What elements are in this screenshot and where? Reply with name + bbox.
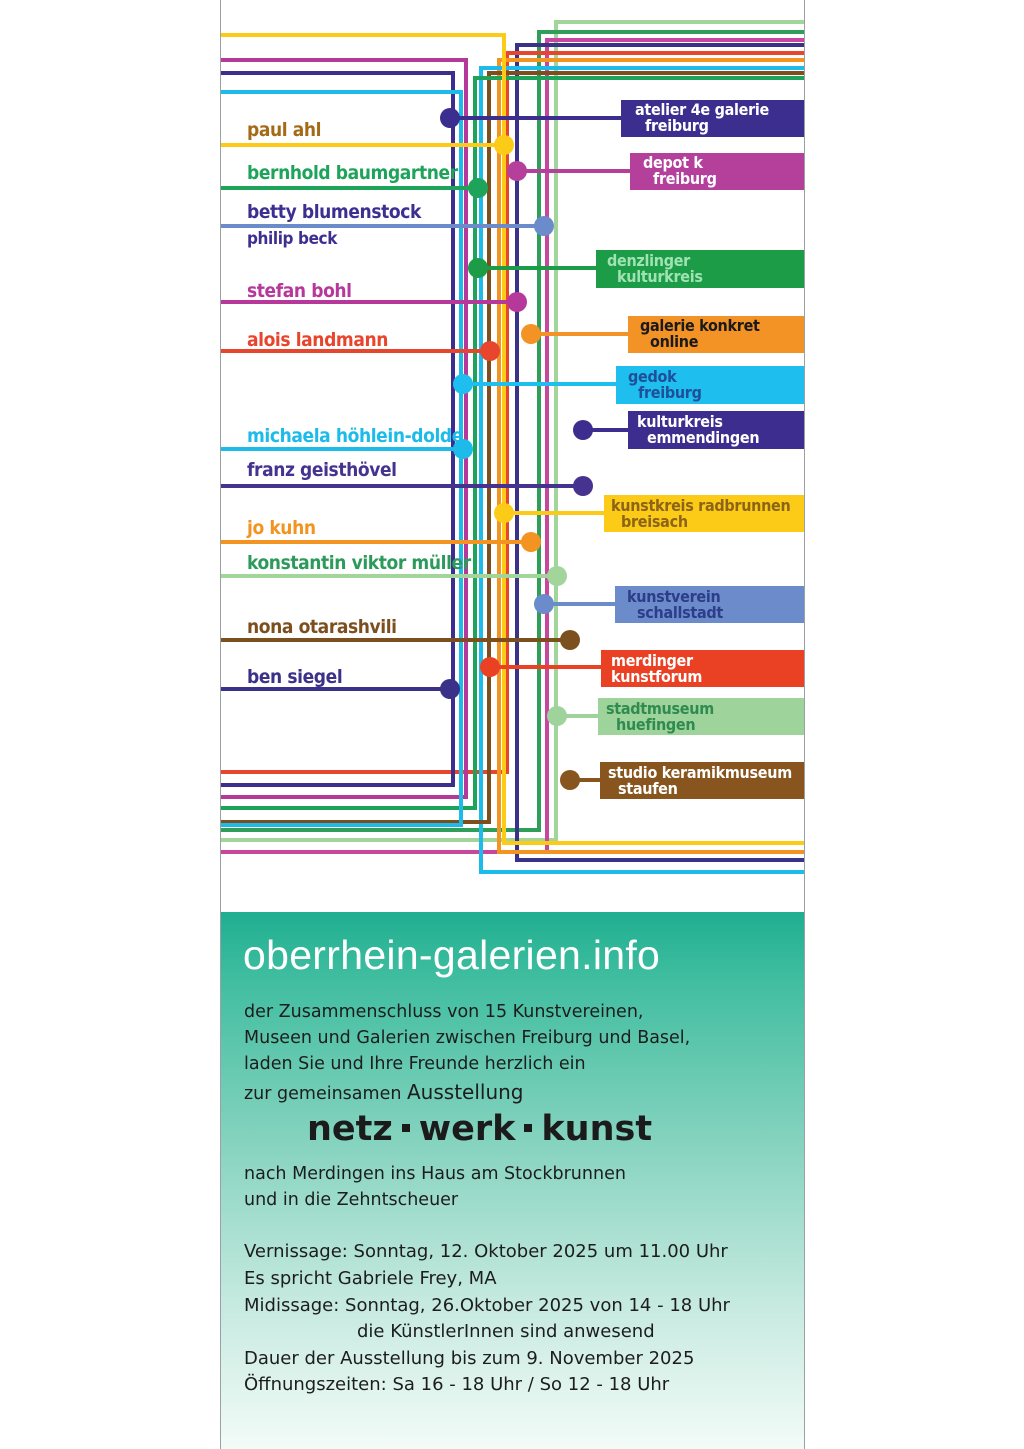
square-dot-icon [402, 1124, 410, 1132]
station-dot [507, 161, 527, 181]
venue-line: und in die Zehntscheuer [244, 1190, 459, 1210]
station-dot [468, 178, 488, 198]
event-line: Öffnungszeiten: Sa 16 - 18 Uhr / So 12 - 18 Uhr [244, 1374, 670, 1395]
event-line: Vernissage: Sonntag, 12. Oktober 2025 um 11.00 Uhr [244, 1241, 728, 1262]
gallery-name-line: freiburg [645, 116, 709, 135]
gallery-name-line: stadtmuseum [606, 699, 714, 718]
station-dot [573, 420, 593, 440]
artist-label: ben siegel [247, 666, 343, 688]
station-dot [560, 770, 580, 790]
artist-label: bernhold baumgartner [247, 162, 458, 184]
gallery-name-line: galerie konkret [640, 316, 760, 335]
event-line: die KünstlerInnen sind anwesend [357, 1321, 655, 1342]
gallery-name-line: studio keramikmuseum [608, 763, 792, 782]
artist-label: michaela höhlein-dolde [247, 425, 463, 447]
event-line: Es spricht Gabriele Frey, MA [244, 1268, 497, 1289]
gallery-name-line: kunstverein [627, 587, 721, 606]
station-dot [560, 630, 580, 650]
artist-label: stefan bohl [247, 280, 352, 302]
station-dot [440, 679, 460, 699]
gallery-name-line: gedok [628, 367, 677, 386]
gallery-name-line: staufen [618, 779, 678, 798]
gallery-name-line: freiburg [653, 169, 717, 188]
gallery-name-line: emmendingen [647, 428, 760, 447]
gallery-name-line: kulturkreis [637, 412, 723, 431]
artist-label: paul ahl [247, 119, 322, 141]
exhibition-title-part: werk [418, 1109, 516, 1149]
gallery-name-line: atelier 4e galerie [635, 100, 769, 119]
venue-line: nach Merdingen ins Haus am Stockbrunnen [244, 1164, 626, 1184]
artist-label: franz geisthövel [247, 459, 397, 481]
artist-label: jo kuhn [247, 517, 316, 539]
station-dot [494, 503, 514, 523]
station-dot [547, 706, 567, 726]
gallery-label [600, 762, 804, 799]
station-dot [480, 657, 500, 677]
gallery-name-line: online [650, 332, 699, 351]
artist-label: philip beck [247, 229, 337, 249]
gallery-name-line: kulturkreis [617, 267, 703, 286]
gallery-label [630, 153, 804, 190]
exhibition-title-part: netz [307, 1109, 393, 1149]
gallery-name-line: kunstforum [611, 667, 703, 686]
gallery-name-line: denzlinger [607, 251, 690, 270]
intro-line: der Zusammenschluss von 15 Kunstvereinen, [244, 1002, 644, 1022]
gallery-label [601, 650, 804, 687]
gallery-label [628, 316, 804, 353]
exhibition-title [307, 1109, 652, 1149]
gallery-label [598, 698, 804, 735]
station-dot [507, 292, 527, 312]
gallery-name-line: kunstkreis radbrunnen [611, 496, 791, 515]
intro-word: Ausstellung [407, 1080, 524, 1104]
gallery-name-line: merdinger [611, 651, 693, 670]
gallery-label [621, 100, 804, 137]
intro-line [244, 1081, 524, 1105]
intro-line: Museen und Galerien zwischen Freiburg und Basel, [244, 1028, 691, 1048]
station-dot [547, 566, 567, 586]
gallery-name-line: huefingen [616, 715, 696, 734]
square-dot-icon [524, 1124, 532, 1132]
gallery-name-line: schallstadt [637, 603, 723, 622]
station-dot [494, 135, 514, 155]
gallery-label [628, 411, 804, 449]
event-line: Dauer der Ausstellung bis zum 9. November 2025 [244, 1348, 695, 1369]
intro-prefix: zur gemeinsamen [244, 1084, 407, 1104]
exhibition-title-part: kunst [541, 1109, 653, 1149]
station-dot [440, 108, 460, 128]
station-dot [453, 374, 473, 394]
gallery-name-line: depot k [643, 153, 703, 172]
station-dot [521, 532, 541, 552]
gallery-label [616, 366, 804, 404]
intro-line: laden Sie und Ihre Freunde herzlich ein [244, 1054, 586, 1074]
gallery-label [604, 495, 804, 532]
station-dot [480, 341, 500, 361]
station-dot [521, 324, 541, 344]
poster [220, 0, 805, 1449]
artist-label: nona otarashvili [247, 616, 397, 638]
artist-label: konstantin viktor müller [247, 552, 471, 574]
artist-label: betty blumenstock [247, 201, 421, 223]
station-dot [534, 216, 554, 236]
gallery-name-line: freiburg [638, 383, 702, 402]
info-panel [221, 912, 804, 1449]
station-dot [534, 594, 554, 614]
gallery-name-line: breisach [621, 512, 688, 531]
station-dot [573, 476, 593, 496]
gallery-label [615, 586, 804, 623]
station-dot [468, 258, 488, 278]
gallery-label [596, 250, 804, 288]
artist-label: alois landmann [247, 329, 388, 351]
event-line: Midissage: Sonntag, 26.Oktober 2025 von 14 - 18 Uhr [244, 1295, 730, 1316]
website-url: oberrhein-galerien.info [243, 932, 661, 978]
